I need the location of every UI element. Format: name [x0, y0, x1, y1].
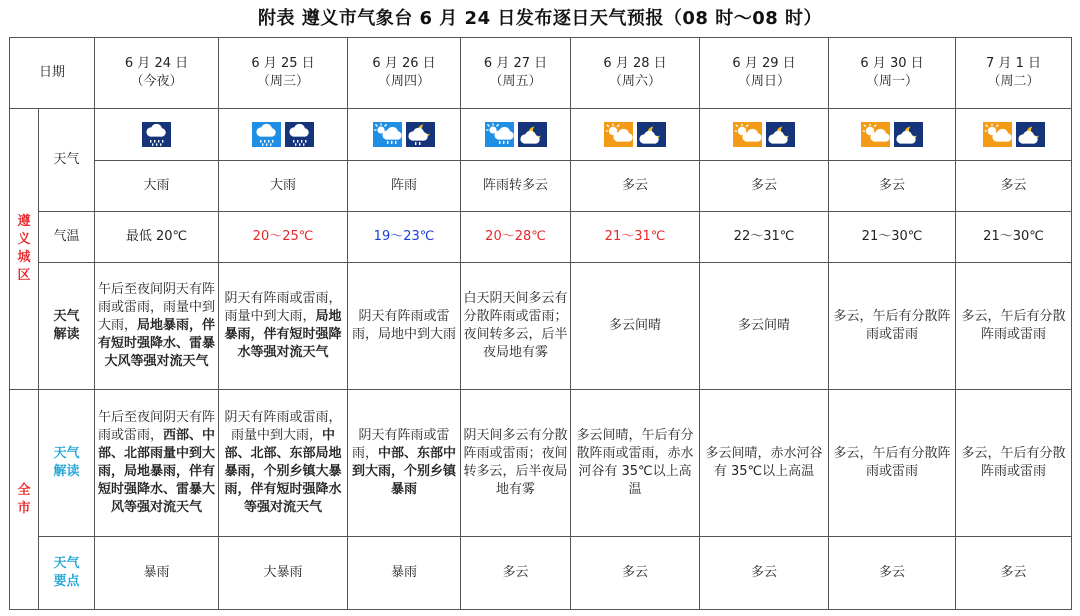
interpretation-text: 多云间晴 — [700, 263, 829, 390]
shower-day-icon — [373, 122, 402, 147]
interpretation-text: 阴天有阵雨或雷雨，中部、东部中到大雨，个别乡镇暴雨 — [348, 390, 461, 537]
icon-cell — [700, 109, 829, 161]
key-point: 暴雨 — [95, 537, 219, 610]
partly-cloudy-night-icon — [894, 122, 923, 147]
city-key-points-label: 天气 要点 — [39, 537, 95, 610]
date-header-cell: 6 月 29 日 （周日） — [700, 38, 829, 109]
date-header-cell: 6 月 27 日 （周五） — [461, 38, 571, 109]
weather-text-row — [10, 161, 1072, 212]
partly-cloudy-day-icon — [861, 122, 890, 147]
interpretation-text: 阴天间多云有分散阵雨或雷雨；夜间转多云，后半夜局地有雾 — [461, 390, 571, 537]
partly-cloudy-night-icon — [637, 122, 666, 147]
temperature-row — [10, 212, 1072, 263]
weather-text: 多云 — [700, 161, 829, 212]
shower-day-icon — [485, 122, 514, 147]
weather-text: 大雨 — [95, 161, 219, 212]
interpretation-text: 阴天有阵雨或雷雨，雨量中到大雨，中部、北部、东部局地暴雨，个别乡镇大暴雨，伴有短时强降水等强对流天气 — [219, 390, 348, 537]
heavy-rain-day-icon — [252, 122, 281, 147]
weather-text: 阵雨转多云 — [461, 161, 571, 212]
forecast-table — [9, 37, 1072, 610]
key-point: 多云 — [956, 537, 1072, 610]
interpretation-text: 午后至夜间阴天有阵雨或雷雨，雨量中到大雨，局地暴雨，伴有短时强降水、雷暴大风等强对流天气 — [95, 263, 219, 390]
key-point: 多云 — [700, 537, 829, 610]
interpretation-text: 多云间晴，赤水河谷有 35℃以上高温 — [700, 390, 829, 537]
interpretation-text: 阴天有阵雨或雷雨，雨量中到大雨，局地暴雨，伴有短时强降水等强对流天气 — [219, 263, 348, 390]
city-region-label: 全 市 — [10, 390, 39, 610]
city-key-points-row — [10, 537, 1072, 610]
partly-cloudy-night-icon — [766, 122, 795, 147]
icon-cell — [571, 109, 700, 161]
partly-cloudy-night-icon — [518, 122, 547, 147]
interpretation-text: 白天阴天间多云有分散阵雨或雷雨；夜间转多云，后半夜局地有雾 — [461, 263, 571, 390]
temperature-value: 19～23℃ — [348, 212, 461, 263]
temperature-value: 22～31℃ — [700, 212, 829, 263]
city-interpretation-row — [10, 390, 1072, 537]
interpretation-text: 午后至夜间阴天有阵雨或雷雨，西部、中部、北部雨量中到大雨，局地暴雨，伴有短时强降水、雷暴大风等强对流天气 — [95, 390, 219, 537]
partly-cloudy-day-icon — [604, 122, 633, 147]
interpretation-text: 多云，午后有分散阵雨或雷雨 — [829, 390, 956, 537]
interpretation-text: 多云间晴，午后有分散阵雨或雷雨，赤水河谷有 35℃以上高温 — [571, 390, 700, 537]
temperature-value: 21～31℃ — [571, 212, 700, 263]
icon-cell — [95, 109, 219, 161]
temperature-value: 21～30℃ — [956, 212, 1072, 263]
key-point: 多云 — [829, 537, 956, 610]
interpretation-text: 多云，午后有分散阵雨或雷雨 — [956, 390, 1072, 537]
page-title: 附表 遵义市气象台 6 月 24 日发布逐日天气预报（08 时～08 时） — [257, 8, 823, 29]
interpretation-text: 阴天有阵雨或雷雨，局地中到大雨 — [348, 263, 461, 390]
weather-text: 多云 — [956, 161, 1072, 212]
header-row — [10, 38, 1072, 109]
date-header-cell: 6 月 28 日 （周六） — [571, 38, 700, 109]
temperature-value: 20～25℃ — [219, 212, 348, 263]
icon-cell — [829, 109, 956, 161]
zunyi-region-label: 遵 义 城 区 — [10, 109, 39, 390]
date-header-cell: 6 月 24 日 （今夜） — [95, 38, 219, 109]
date-header-cell: 6 月 26 日 （周四） — [348, 38, 461, 109]
temperature-value: 20～28℃ — [461, 212, 571, 263]
date-label: 日期 — [10, 38, 95, 109]
key-point: 多云 — [571, 537, 700, 610]
interpretation-text: 多云，午后有分散阵雨或雷雨 — [829, 263, 956, 390]
weather-text: 阵雨 — [348, 161, 461, 212]
date-header-cell: 7 月 1 日 （周二） — [956, 38, 1072, 109]
zunyi-interpretation-row — [10, 263, 1072, 390]
temperature-value: 最低 20℃ — [95, 212, 219, 263]
interpretation-text: 多云间晴 — [571, 263, 700, 390]
weather-text: 多云 — [829, 161, 956, 212]
partly-cloudy-day-icon — [733, 122, 762, 147]
weather-text: 多云 — [571, 161, 700, 212]
heavy-rain-night-icon — [285, 122, 314, 147]
icon-cell — [956, 109, 1072, 161]
icon-cell — [219, 109, 348, 161]
weather-text: 大雨 — [219, 161, 348, 212]
weather-icon-row — [10, 109, 1072, 161]
key-point: 多云 — [461, 537, 571, 610]
city-interpretation-label: 天气 解读 — [39, 390, 95, 537]
date-header-cell: 6 月 25 日 （周三） — [219, 38, 348, 109]
icon-cell — [461, 109, 571, 161]
heavy-rain-night-icon — [142, 122, 171, 147]
date-header-cell: 6 月 30 日 （周一） — [829, 38, 956, 109]
weather-label: 天气 — [39, 109, 95, 212]
icon-cell — [348, 109, 461, 161]
zunyi-interpretation-label: 天气 解读 — [39, 263, 95, 390]
temperature-label: 气温 — [39, 212, 95, 263]
key-point: 大暴雨 — [219, 537, 348, 610]
partly-cloudy-night-icon — [1016, 122, 1045, 147]
interpretation-text: 多云，午后有分散阵雨或雷雨 — [956, 263, 1072, 390]
key-point: 暴雨 — [348, 537, 461, 610]
shower-night-icon — [406, 122, 435, 147]
temperature-value: 21～30℃ — [829, 212, 956, 263]
partly-cloudy-day-icon — [983, 122, 1012, 147]
